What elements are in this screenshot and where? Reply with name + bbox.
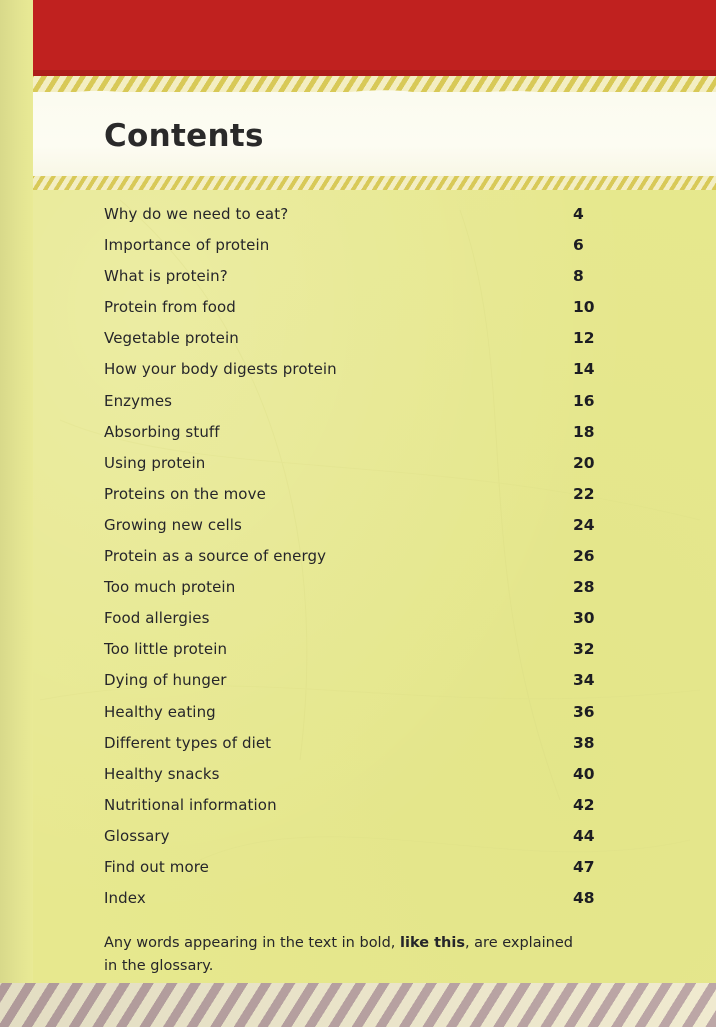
toc-entry-title: Food allergies [104, 609, 210, 628]
toc-entry[interactable] [104, 609, 599, 640]
toc-entry-title: Healthy snacks [104, 764, 220, 783]
title-underline-striped-band [33, 176, 716, 190]
toc-entry-page: 44 [573, 826, 595, 845]
toc-entry-page: 10 [573, 298, 595, 317]
page-left-edge [0, 0, 33, 1027]
toc-entry-page: 4 [573, 205, 584, 223]
toc-entry-page: 30 [573, 609, 595, 628]
toc-entry-page: 28 [573, 578, 595, 597]
toc-entry-page: 16 [573, 391, 595, 410]
toc-entry-title: Why do we need to eat? [104, 205, 289, 223]
toc-entry[interactable] [104, 765, 599, 796]
toc-entry-title: Glossary [104, 826, 170, 845]
toc-entry-title: Too much protein [104, 578, 236, 597]
toc-entry-page: 20 [573, 453, 595, 472]
toc-entry-title: Dying of hunger [104, 671, 227, 690]
page-title: Contents [104, 118, 264, 154]
toc-entry-title: Using protein [104, 453, 206, 472]
toc-entry-page: 14 [573, 360, 595, 379]
toc-entry-title: Find out more [104, 857, 209, 876]
toc-entry-page: 38 [573, 733, 595, 752]
glossary-note-lead: Any words appearing in the text in bold, [104, 935, 401, 951]
toc-entry[interactable] [104, 547, 599, 578]
toc-entry-page: 40 [573, 764, 595, 783]
toc-entry[interactable] [104, 298, 599, 329]
toc-entry[interactable] [104, 734, 599, 765]
toc-entry-title: Protein as a source of energy [104, 547, 327, 566]
toc-entry[interactable] [104, 329, 599, 360]
toc-entry-title: Importance of protein [104, 236, 270, 255]
toc-entry[interactable] [104, 485, 599, 516]
toc-entry[interactable] [104, 578, 599, 609]
toc-entry[interactable] [104, 858, 599, 889]
toc-entry-page: 24 [573, 515, 595, 534]
toc-entry[interactable] [104, 423, 599, 454]
toc-entry-page: 6 [573, 236, 584, 255]
toc-entry-page: 26 [573, 547, 595, 566]
toc-entry-page: 32 [573, 640, 595, 659]
glossary-note-bold-example: like this [400, 935, 465, 951]
toc-entry-title: Growing new cells [104, 515, 242, 534]
toc-entry-title: How your body digests protein [104, 360, 337, 379]
toc-entry-page: 18 [573, 422, 595, 441]
toc-entry-title: Different types of diet [104, 733, 272, 752]
toc-entry[interactable] [104, 454, 599, 485]
toc-entry-page: 12 [573, 329, 595, 348]
toc-entry[interactable] [104, 360, 599, 391]
toc-entry-page: 8 [573, 267, 584, 286]
glossary-note [104, 932, 574, 978]
toc-entry[interactable] [104, 671, 599, 702]
top-red-band [33, 0, 716, 76]
toc-entry[interactable] [104, 516, 599, 547]
toc-entry-title: Proteins on the move [104, 484, 266, 503]
toc-entry-page: 36 [573, 702, 595, 721]
toc-entry-page: 48 [573, 889, 595, 908]
toc-entry[interactable] [104, 392, 599, 423]
toc-entry-page: 47 [573, 857, 595, 876]
toc-entry-title: Nutritional information [104, 795, 277, 814]
toc-entry-title: Absorbing stuff [104, 422, 220, 441]
toc-entry[interactable] [104, 640, 599, 671]
toc-entry[interactable] [104, 703, 599, 734]
toc-entry-title: Enzymes [104, 391, 173, 410]
toc-entry[interactable] [104, 236, 599, 267]
toc-entry-title: Vegetable protein [104, 329, 239, 348]
toc-entry-title: What is protein? [104, 267, 228, 286]
toc-entry-page: 42 [573, 795, 595, 814]
table-of-contents [104, 205, 599, 920]
glossary-note-tail: , are explained in the glossary. [104, 935, 573, 974]
toc-entry-title: Too little protein [104, 640, 228, 659]
toc-entry-title: Protein from food [104, 298, 236, 317]
toc-entry-title: Index [104, 889, 146, 908]
toc-entry[interactable] [104, 267, 599, 298]
toc-entry-page: 34 [573, 671, 595, 690]
toc-entry[interactable] [104, 205, 599, 236]
toc-entry[interactable] [104, 827, 599, 858]
wavy-divider [33, 84, 716, 106]
toc-entry[interactable] [104, 796, 599, 827]
toc-entry-title: Healthy eating [104, 702, 216, 721]
bottom-band-shading [0, 983, 716, 1027]
toc-entry[interactable] [104, 889, 599, 920]
toc-entry-page: 22 [573, 484, 595, 503]
